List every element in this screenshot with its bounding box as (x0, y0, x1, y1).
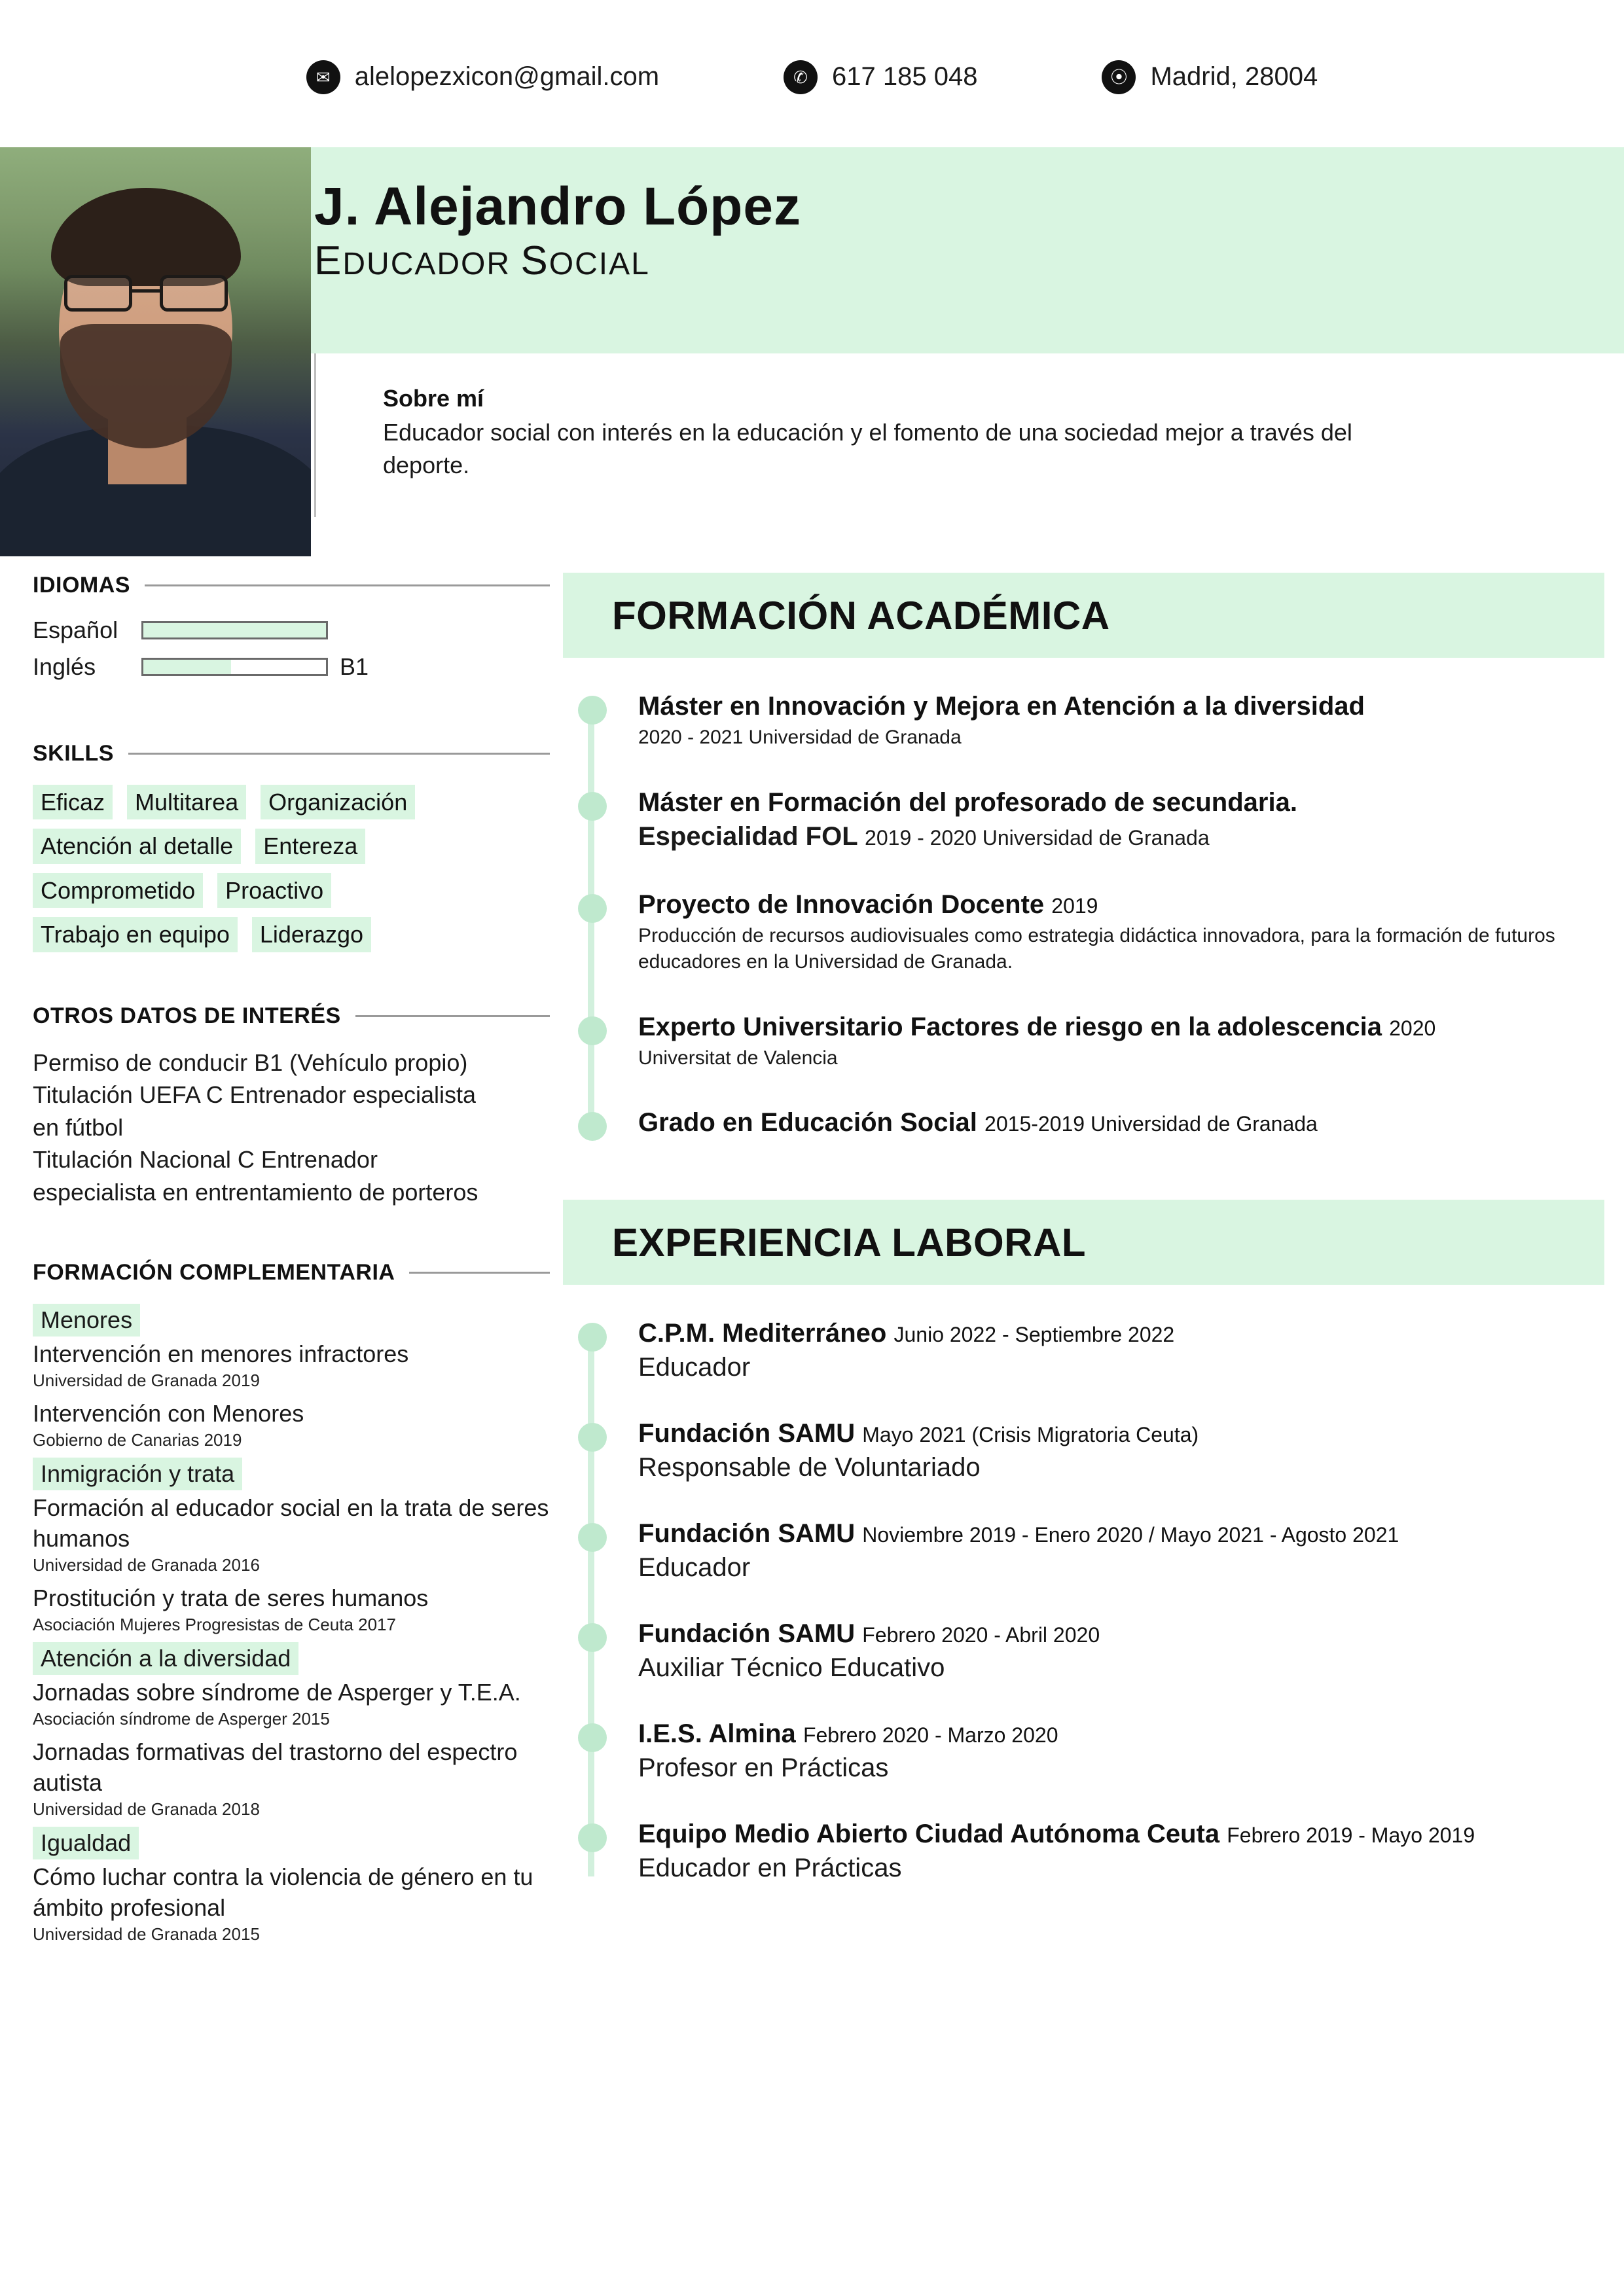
experience-meta: Mayo 2021 (Crisis Migratoria Ceuta) (862, 1423, 1199, 1446)
experience-meta: Noviembre 2019 - Enero 2020 / Mayo 2021 - Agosto 2021 (862, 1523, 1399, 1547)
experience-title-text: Equipo Medio Abierto Ciudad Autónoma Ceuta (638, 1820, 1220, 1848)
main-content (563, 573, 1624, 1952)
skill-tag: Multitarea (127, 785, 246, 819)
experience-title-text: I.E.S. Almina (638, 1719, 796, 1748)
complementary-title: Prostitución y trata de seres humanos (33, 1584, 429, 1611)
language-bar (141, 658, 328, 676)
languages-heading (33, 573, 550, 598)
photo-hair (51, 188, 241, 286)
education-title-text: Máster en Formación del profesorado de secundaria. (638, 787, 1297, 817)
education-title (638, 1010, 1604, 1044)
experience-title (638, 1516, 1604, 1551)
complementary-group (33, 1827, 550, 1945)
skill-tag: Organización (261, 785, 415, 819)
language-bar (141, 621, 328, 639)
language-name: Español (33, 617, 118, 643)
experience-meta: Febrero 2020 - Abril 2020 (862, 1623, 1100, 1647)
experience-meta: Febrero 2019 - Mayo 2019 (1227, 1823, 1475, 1847)
experience-item (638, 1717, 1604, 1783)
education-item (638, 1105, 1604, 1139)
contact-email (306, 60, 659, 94)
skill-tag: Trabajo en equipo (33, 917, 238, 952)
experience-item (638, 1416, 1604, 1482)
complementary-group (33, 1458, 550, 1636)
about-section (314, 353, 1624, 517)
experience-meta: Febrero 2020 - Marzo 2020 (803, 1723, 1058, 1747)
education-sub: Producción de recursos audiovisuales como estrategia didáctica innovadora, para la formación de futuros educadores en la Universidad de Granada. (638, 924, 1555, 973)
experience-role: Profesor en Prácticas (638, 1753, 889, 1782)
skills-heading (33, 741, 550, 766)
experience-title (638, 1717, 1604, 1751)
complementary-title: Jornadas sobre síndrome de Asperger y T.E.A. (33, 1679, 521, 1706)
education-title (638, 785, 1604, 819)
experience-role: Auxiliar Técnico Educativo (638, 1653, 945, 1682)
language-name: Inglés (33, 653, 96, 680)
skills-heading-text: SKILLS (33, 741, 114, 766)
complementary-category: Menores (33, 1304, 140, 1336)
complementary-title: Formación al educador social en la trata de seres humanos (33, 1494, 549, 1552)
contact-location (1102, 60, 1318, 94)
complementary-title: Cómo luchar contra la violencia de género en tu ámbito profesional (33, 1863, 533, 1922)
experience-meta: Junio 2022 - Septiembre 2022 (893, 1323, 1175, 1346)
role-text-1: DUCADOR (342, 247, 521, 282)
other-info-line: Titulación UEFA C Entrenador especialista (33, 1081, 477, 1109)
page-title: J. Alejandro López (314, 177, 801, 236)
experience-banner-text: EXPERIENCIA LABORAL (612, 1220, 1086, 1265)
glasses-icon (60, 275, 232, 312)
experience-role: Responsable de Voluntariado (638, 1453, 981, 1482)
language-item (33, 617, 550, 644)
education-sub: 2020 - 2021 Universidad de Granada (638, 726, 962, 748)
education-title (638, 1105, 1604, 1139)
language-level: B1 (340, 653, 369, 680)
skill-tag: Proactivo (217, 873, 331, 908)
experience-item (638, 1617, 1604, 1683)
other-info-heading-text: OTROS DATOS DE INTERÉS (33, 1003, 341, 1028)
education-title (638, 888, 1604, 922)
other-info-line: especialista en entrentamiento de porteros (33, 1178, 478, 1206)
contact-bar (0, 0, 1624, 147)
experience-title (638, 1316, 1604, 1350)
experience-title-text: Fundación SAMU (638, 1419, 856, 1448)
job-title (314, 238, 1624, 284)
complementary-sub: Universidad de Granada 2016 (33, 1554, 260, 1575)
skill-tag: Comprometido (33, 873, 203, 908)
skill-tag: Atención al detalle (33, 829, 241, 863)
other-info-heading (33, 1003, 550, 1029)
education-line2-meta: 2019 - 2020 Universidad de Granada (865, 825, 1210, 850)
phone-icon: ✆ (784, 60, 818, 94)
complementary-sub: Universidad de Granada 2015 (33, 1924, 260, 1944)
complementary-sub: Asociación síndrome de Asperger 2015 (33, 1709, 330, 1729)
complementary-group (33, 1642, 550, 1820)
education-banner (563, 573, 1604, 658)
complementary-heading (33, 1260, 550, 1285)
languages-list (33, 617, 550, 681)
other-info-line: Permiso de conducir B1 (Vehículo propio) (33, 1049, 468, 1076)
experience-title (638, 1416, 1604, 1450)
about-divider (314, 353, 316, 517)
education-title-line2 (638, 819, 1604, 853)
contact-email-text: alelopezxicon@gmail.com (354, 62, 660, 91)
sidebar (0, 573, 563, 1952)
complementary-heading-text: FORMACIÓN COMPLEMENTARIA (33, 1260, 395, 1285)
experience-item (638, 1817, 1604, 1883)
experience-role: Educador en Prácticas (638, 1854, 902, 1882)
role-cap-2: S (520, 238, 549, 284)
education-item (638, 689, 1604, 751)
other-info-list (33, 1047, 550, 1208)
complementary-sub: Gobierno de Canarias 2019 (33, 1429, 242, 1450)
experience-timeline (573, 1316, 1604, 1883)
experience-role: Educador (638, 1353, 751, 1382)
skill-tag: Eficaz (33, 785, 113, 819)
education-item (638, 785, 1604, 853)
complementary-title: Jornadas formativas del trastorno del espectro autista (33, 1738, 518, 1796)
education-title-text: Máster en Innovación y Mejora en Atención a la diversidad (638, 692, 1365, 721)
envelope-icon: ✉ (306, 60, 340, 94)
education-item (638, 888, 1604, 976)
contact-phone (784, 60, 977, 94)
experience-title (638, 1617, 1604, 1651)
heading-rule (355, 1015, 550, 1017)
complementary-category: Atención a la diversidad (33, 1642, 298, 1675)
complementary-category: Igualdad (33, 1827, 139, 1859)
experience-title-text: Fundación SAMU (638, 1519, 856, 1548)
experience-title (638, 1817, 1604, 1851)
map-pin-icon: ⦿ (1102, 60, 1136, 94)
education-meta: 2020 (1389, 1016, 1436, 1040)
role-cap-1: E (314, 238, 343, 284)
contact-location-text: Madrid, 28004 (1150, 62, 1318, 91)
experience-title-text: C.P.M. Mediterráneo (638, 1319, 887, 1348)
education-timeline (573, 689, 1604, 1139)
heading-rule (145, 584, 550, 586)
heading-rule (409, 1272, 550, 1274)
education-title-text: Experto Universitario Factores de riesgo en la adolescencia (638, 1012, 1382, 1041)
education-sub: Universitat de Valencia (638, 1047, 838, 1069)
complementary-title: Intervención en menores infractores (33, 1340, 409, 1368)
skill-tag: Liderazgo (252, 917, 371, 952)
contact-phone-text: 617 185 048 (832, 62, 978, 91)
other-info-line: Titulación Nacional C Entrenador (33, 1146, 378, 1174)
complementary-sub: Universidad de Granada 2019 (33, 1370, 260, 1390)
complementary-title: Intervención con Menores (33, 1399, 304, 1427)
language-item (33, 653, 550, 681)
experience-item (638, 1316, 1604, 1382)
skill-tag: Entereza (255, 829, 365, 863)
profile-photo (0, 147, 311, 556)
complementary-sub: Universidad de Granada 2018 (33, 1799, 260, 1819)
education-meta: 2015-2019 Universidad de Granada (984, 1112, 1318, 1136)
experience-banner (563, 1200, 1604, 1285)
experience-item (638, 1516, 1604, 1583)
education-meta: 2019 (1051, 893, 1098, 918)
complementary-sub: Asociación Mujeres Progresistas de Ceuta 2017 (33, 1614, 396, 1634)
education-title (638, 689, 1604, 723)
education-banner-text: FORMACIÓN ACADÉMICA (612, 593, 1110, 637)
role-text-2: OCIAL (549, 247, 650, 282)
about-text: Educador social con interés en la educación y el fomento de una sociedad mejor a través del deporte. (383, 419, 1352, 479)
skills-tags (33, 785, 550, 952)
education-title-text: Proyecto de Innovación Docente (638, 889, 1045, 919)
experience-title-text: Fundación SAMU (638, 1619, 856, 1648)
education-item (638, 1010, 1604, 1072)
main-columns (0, 573, 1624, 1952)
experience-role: Educador (638, 1553, 751, 1582)
about-heading: Sobre mí (383, 385, 484, 412)
education-title-text: Grado en Educación Social (638, 1108, 977, 1137)
other-info-line: en fútbol (33, 1113, 124, 1141)
complementary-group (33, 1304, 550, 1451)
education-line2-text: Especialidad FOL (638, 821, 857, 851)
languages-heading-text: IDIOMAS (33, 573, 130, 598)
heading-rule (128, 753, 550, 755)
complementary-list (33, 1304, 550, 1946)
complementary-category: Inmigración y trata (33, 1458, 242, 1490)
